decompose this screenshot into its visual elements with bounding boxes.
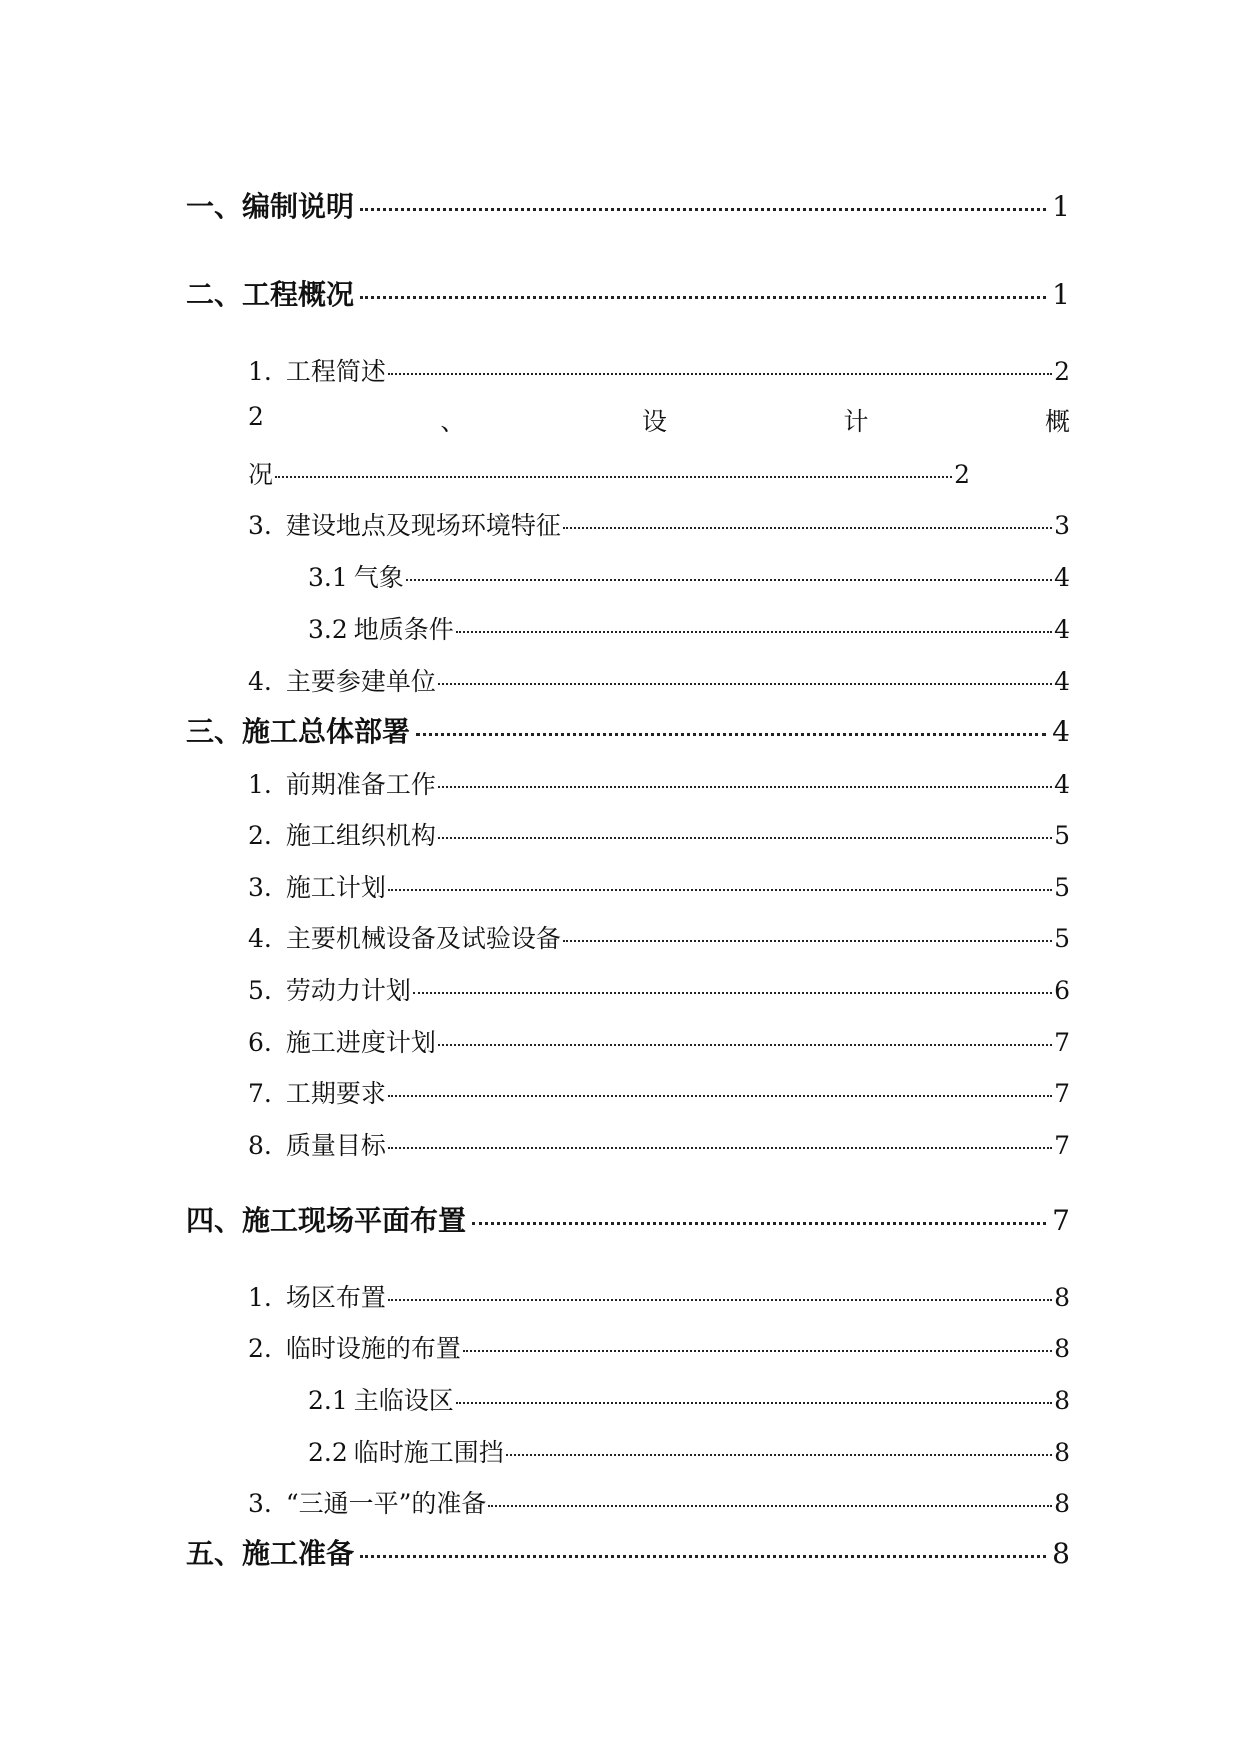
entry-title-char: 概 xyxy=(1044,407,1070,436)
entry-separator: 、 xyxy=(440,407,466,436)
entry-title: 场区布置 xyxy=(285,1283,386,1312)
dot-leader xyxy=(388,1147,1052,1149)
entry-title: 主要参建单位 xyxy=(285,667,436,696)
entry-number: 3. xyxy=(248,1489,272,1518)
toc-entry-2-4[interactable] xyxy=(248,662,1070,698)
entry-number: 4. xyxy=(248,667,272,696)
entry-title-char: 计 xyxy=(843,407,869,436)
entry-page-number: 8 xyxy=(1054,1438,1070,1467)
entry-number: 8. xyxy=(248,1131,272,1160)
entry-page-number: 1 xyxy=(1052,278,1070,311)
entry-page-number: 3 xyxy=(1054,511,1070,540)
dot-leader xyxy=(438,1044,1052,1046)
toc-entry-3-1[interactable] xyxy=(248,765,1070,801)
toc-entry-3-2[interactable] xyxy=(248,816,1070,852)
entry-page-number: 8 xyxy=(1054,1386,1070,1415)
dot-leader xyxy=(360,208,1046,211)
toc-entry-section-5[interactable] xyxy=(186,1532,1070,1572)
toc-entry-3-3[interactable] xyxy=(248,868,1070,904)
toc-entry-3-5[interactable] xyxy=(248,971,1070,1007)
dot-leader xyxy=(438,837,1052,839)
entry-page-number: 2 xyxy=(1054,357,1070,386)
toc-entry-section-2[interactable] xyxy=(186,273,1070,313)
entry-page-number: 4 xyxy=(1054,563,1070,592)
entry-title: 地质条件 xyxy=(353,615,454,644)
entry-title: 施工计划 xyxy=(285,873,386,902)
entry-page-number: 4 xyxy=(1054,615,1070,644)
entry-page-number: 8 xyxy=(1054,1489,1070,1518)
entry-number: 三、 xyxy=(186,715,243,748)
toc-entry-4-2-2[interactable] xyxy=(308,1433,1070,1469)
dot-leader xyxy=(360,296,1046,299)
entry-page-number: 5 xyxy=(1054,873,1070,902)
entry-page-number: 1 xyxy=(1052,190,1070,223)
entry-number: 1. xyxy=(248,770,272,799)
dot-leader xyxy=(438,683,1052,685)
entry-number: 2.2 xyxy=(308,1438,348,1467)
entry-title: 工期要求 xyxy=(285,1079,386,1108)
entry-number: 一、 xyxy=(186,190,243,223)
entry-page-number: 4 xyxy=(1054,667,1070,696)
entry-title: 工程概况 xyxy=(242,278,355,311)
toc-entry-4-2-1[interactable] xyxy=(308,1381,1070,1417)
dot-leader xyxy=(563,940,1052,942)
toc-entry-4-1[interactable] xyxy=(248,1278,1070,1314)
dot-leader xyxy=(488,1505,1052,1507)
entry-page-number: 8 xyxy=(1054,1283,1070,1312)
entry-title: 临时设施的布置 xyxy=(285,1334,461,1363)
entry-title: 质量目标 xyxy=(285,1131,386,1160)
dot-leader xyxy=(456,631,1052,633)
entry-page-number: 5 xyxy=(1054,821,1070,850)
entry-number: 2. xyxy=(248,1334,272,1363)
entry-page-number: 7 xyxy=(1054,1131,1070,1160)
entry-number: 2. xyxy=(248,821,272,850)
toc-entry-2-2-line1[interactable] xyxy=(248,402,1070,438)
entry-title: 前期准备工作 xyxy=(285,770,436,799)
dot-leader xyxy=(456,1402,1052,1404)
toc-entry-3-4[interactable] xyxy=(248,919,1070,955)
toc-entry-2-3-2[interactable] xyxy=(308,610,1070,646)
entry-page-number: 4 xyxy=(1054,770,1070,799)
dot-leader xyxy=(416,733,1046,736)
entry-title: 建设地点及现场环境特征 xyxy=(285,511,561,540)
entry-title: 施工总体部署 xyxy=(242,715,411,748)
entry-title: 施工组织机构 xyxy=(285,821,436,850)
entry-number: 3. xyxy=(248,511,272,540)
entry-number: 五、 xyxy=(186,1537,243,1570)
entry-page-number: 6 xyxy=(1054,976,1070,1005)
entry-page-number: 8 xyxy=(1052,1537,1070,1570)
entry-number: 3.1 xyxy=(308,563,348,592)
entry-title: 主临设区 xyxy=(353,1386,454,1415)
entry-number: 5. xyxy=(248,976,272,1005)
entry-page-number: 7 xyxy=(1054,1028,1070,1057)
entry-number: 3. xyxy=(248,873,272,902)
dot-leader xyxy=(388,1095,1052,1097)
entry-title: 编制说明 xyxy=(242,190,355,223)
toc-entry-section-3[interactable] xyxy=(186,710,1070,750)
entry-title: 主要机械设备及试验设备 xyxy=(285,924,561,953)
entry-number: 3.2 xyxy=(308,615,348,644)
entry-number: 6. xyxy=(248,1028,272,1057)
entry-title-char: 设 xyxy=(641,407,667,436)
dot-leader xyxy=(563,527,1052,529)
entry-page-number: 7 xyxy=(1052,1204,1070,1237)
dot-leader xyxy=(388,1299,1052,1301)
entry-page-number: 7 xyxy=(1054,1079,1070,1108)
toc-entry-2-3[interactable] xyxy=(248,506,1070,542)
entry-title-char: 况 xyxy=(248,460,274,489)
toc-entry-section-1[interactable] xyxy=(186,185,1070,225)
toc-entry-3-6[interactable] xyxy=(248,1023,1070,1059)
toc-entry-3-8[interactable] xyxy=(248,1126,1070,1162)
entry-number: 4. xyxy=(248,924,272,953)
entry-number: 四、 xyxy=(186,1204,243,1237)
toc-entry-4-3[interactable] xyxy=(248,1484,1070,1520)
entry-page-number: 5 xyxy=(1054,924,1070,953)
entry-number: 2 xyxy=(248,402,264,431)
entry-title: 临时施工围挡 xyxy=(353,1438,504,1467)
toc-entry-section-4[interactable] xyxy=(186,1199,1070,1239)
entry-number: 7. xyxy=(248,1079,272,1108)
dot-leader xyxy=(406,579,1052,581)
entry-title: 施工现场平面布置 xyxy=(242,1204,467,1237)
entry-title: 工程简述 xyxy=(285,357,386,386)
entry-number: 二、 xyxy=(186,278,243,311)
dot-leader xyxy=(506,1454,1052,1456)
entry-number: 2.1 xyxy=(308,1386,348,1415)
dot-leader xyxy=(360,1555,1046,1558)
entry-page-number: 8 xyxy=(1054,1334,1070,1363)
dot-leader xyxy=(472,1222,1046,1225)
toc-entry-3-7[interactable] xyxy=(248,1074,1070,1110)
entry-page-number: 2 xyxy=(954,460,970,489)
entry-title: 气象 xyxy=(353,563,404,592)
entry-title: 施工进度计划 xyxy=(285,1028,436,1057)
toc-entry-2-3-1[interactable] xyxy=(308,558,1070,594)
dot-leader xyxy=(463,1350,1052,1352)
dot-leader xyxy=(388,373,1052,375)
entry-page-number: 4 xyxy=(1052,715,1070,748)
toc-entry-4-2[interactable] xyxy=(248,1329,1070,1365)
dot-leader xyxy=(413,992,1052,994)
entry-title: 劳动力计划 xyxy=(285,976,411,1005)
entry-title: 施工准备 xyxy=(242,1537,355,1570)
entry-number: 1. xyxy=(248,357,272,386)
toc-entry-2-1[interactable] xyxy=(248,352,1070,388)
dot-leader xyxy=(388,889,1052,891)
entry-number: 1. xyxy=(248,1283,272,1312)
toc-entry-2-2-line2[interactable] xyxy=(248,455,970,491)
dot-leader xyxy=(438,786,1052,788)
dot-leader xyxy=(275,476,952,478)
entry-title: “三通一平”的准备 xyxy=(285,1489,487,1518)
